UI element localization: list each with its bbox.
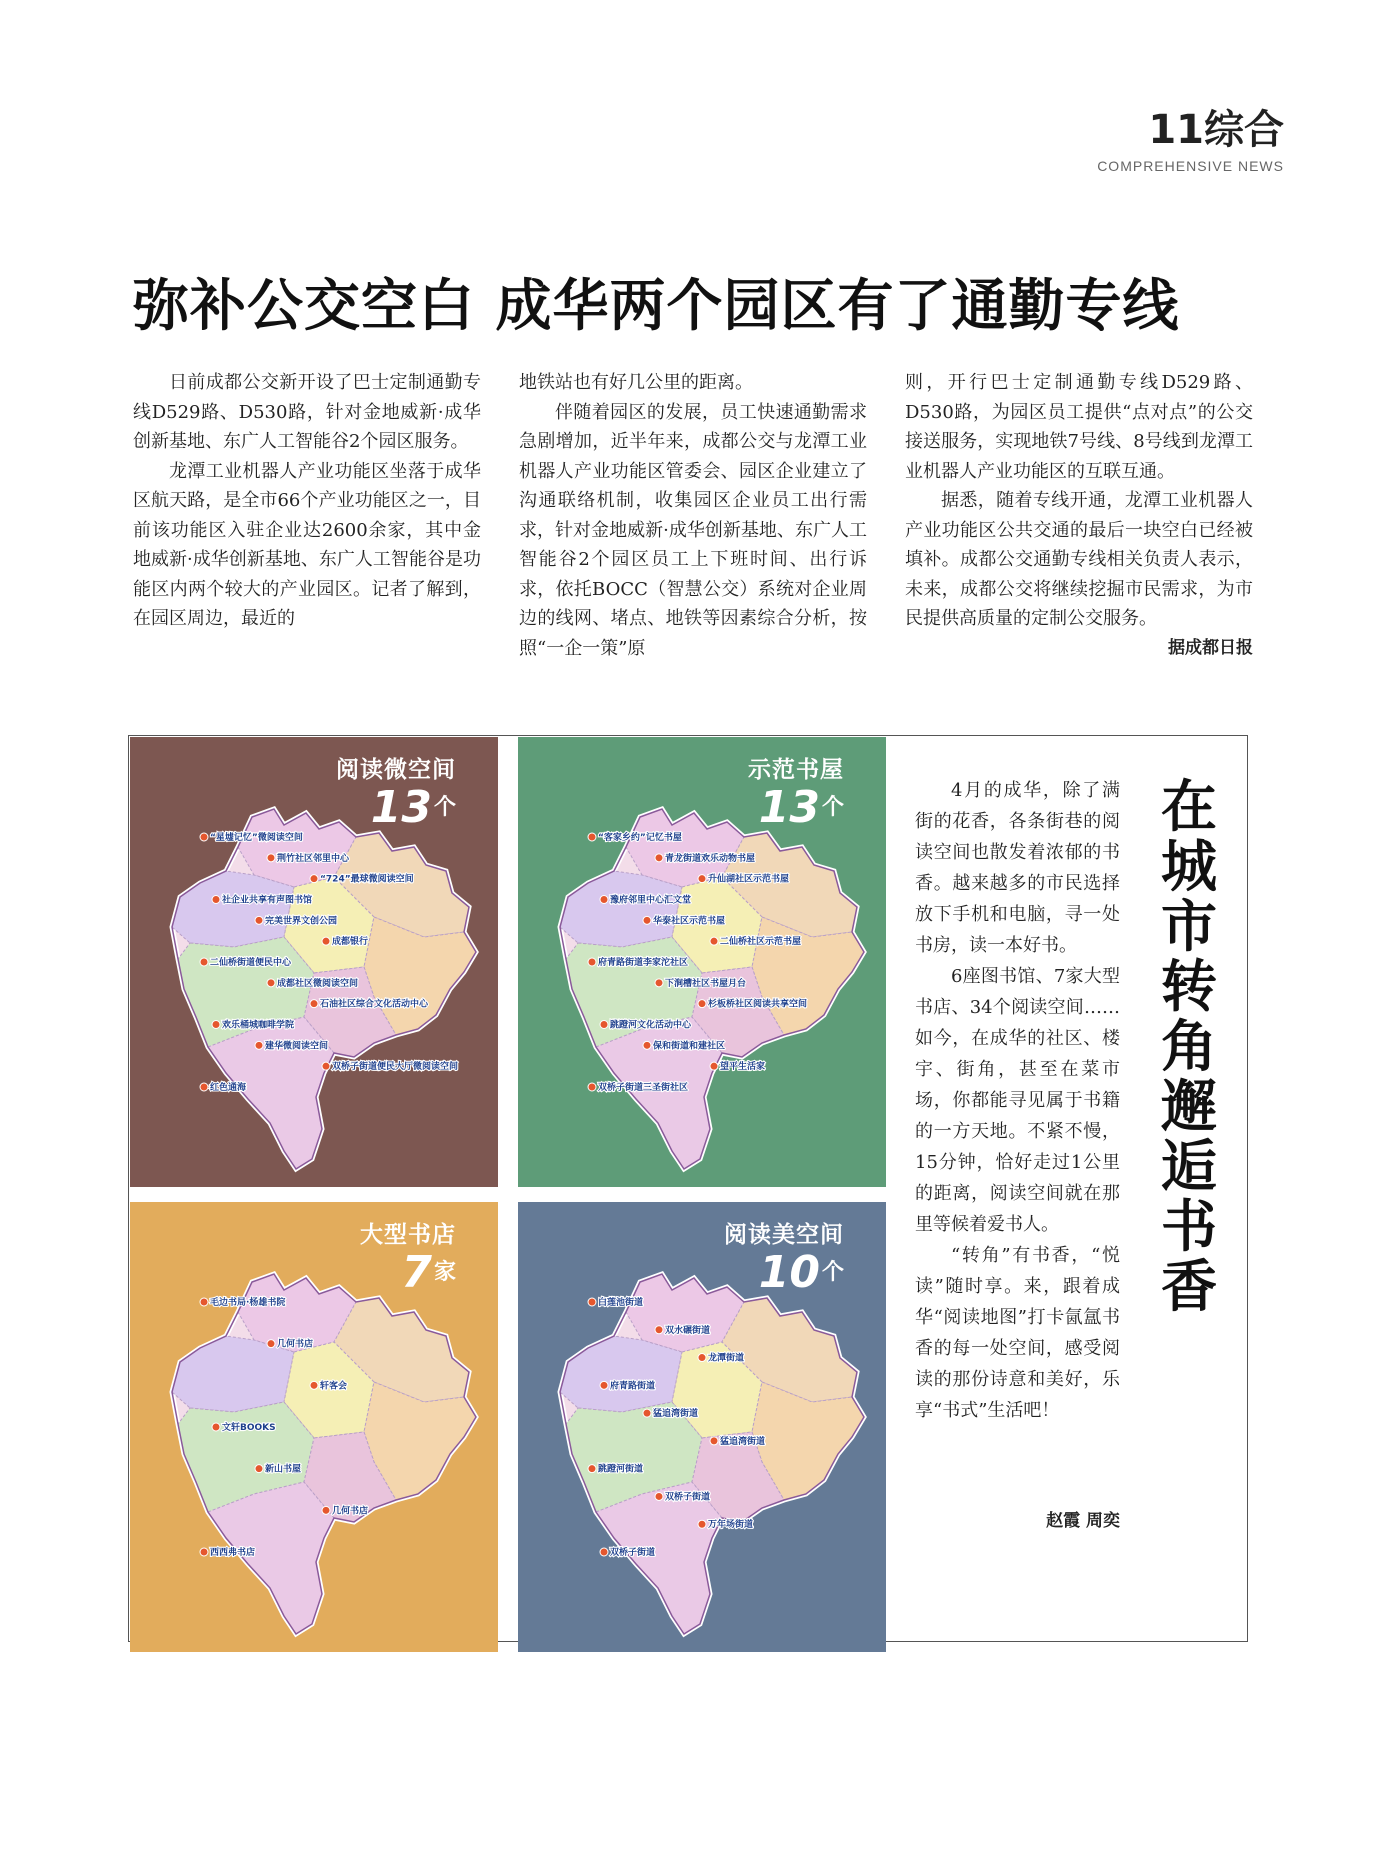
map-title [360,1216,456,1297]
map-pin-icon [698,1000,706,1008]
map-pin-icon [710,937,718,945]
map-pin-icon [200,1298,208,1306]
paragraph: “转角”有书香，“悦读”随时享。来，跟着成华“阅读地图”打卡氤氲书香的每一处空间，感受阅读的那份诗意和美好，乐享“书式”生活吧！ [915,1245,1120,1421]
map-count-unit: 个 [433,795,456,820]
map-pin-icon [698,1354,706,1362]
map-pin-icon [655,854,663,862]
map-pin-icon [600,896,608,904]
map-category: 示范书屋 [748,757,844,783]
map-tile [518,1202,886,1652]
map-place-label: 二仙桥社区示范书屋 [720,937,802,948]
map-place-label: 轩客会 [320,1381,348,1392]
district-region [596,1017,722,1169]
map-place-label: 双水碾街道 [665,1325,711,1336]
map-pin-icon [588,1083,596,1091]
map-place-label: 龙潭街道 [708,1353,745,1364]
map-count-value: 13 [370,782,432,833]
district-region [208,1482,334,1634]
map-pin-icon [200,1083,208,1091]
map-pin-icon [310,1000,318,1008]
map-place-label: 万年场街道 [708,1520,754,1531]
map-place-label: 青龙街道欢乐动物书屋 [665,853,756,864]
map-place-label: 望平生活家 [720,1062,766,1073]
map-count [360,1249,456,1297]
feature-byline: 赵霞 周奕 [1046,1511,1120,1531]
map-place-label: 双桥子街道 [665,1492,711,1503]
map-pin-icon [710,1437,718,1445]
map-title [724,1216,844,1297]
map-marker [310,998,429,1010]
map-title [336,751,456,832]
paragraph-text: 据悉，随着专线开通，龙潭工业机器人产业功能区公共交通的最后一块空白已经被填补。成都公交通勤专线相关负责人表示，未来，成都公交将继续挖掘市民需求，为市民提供高质量的定制公交服务。 [905,490,1253,629]
map-count-value: 10 [758,1247,820,1298]
map-place-label: “724”最球微阅读空间 [320,874,414,885]
headline: 弥补公交空白 成华两个园区有了通勤专线 [133,274,1180,339]
map-marker [267,852,350,864]
map-marker [710,935,801,947]
map-marker [255,914,337,926]
map-place-label: 府青路街道 [610,1381,656,1392]
map-pin-icon [643,1409,651,1417]
map-marker [212,894,313,906]
section-subtitle: COMPREHENSIVE NEWS [1097,158,1284,174]
map-place-label: “客家乡约”记忆书屋 [598,833,682,843]
map-count [748,784,844,832]
map-marker [200,831,303,843]
map-place-label: 文轩BOOKS [222,1423,276,1433]
feature-text [915,775,1120,1426]
map-pin-icon [588,1465,596,1473]
map-marker [310,873,414,885]
map-pin-icon [267,979,275,987]
district-region [172,1336,294,1412]
map-pin-icon [255,916,263,924]
map-place-label: 欢乐桶城咖啡学院 [222,1020,295,1031]
map-place-label: 跳蹬河文化活动中心 [610,1020,692,1031]
map-tile [130,1202,498,1652]
map-place-label: 红色通海 [210,1083,247,1093]
map-count-unit: 家 [433,1260,456,1285]
map-marker [655,977,746,989]
map-place-label: “星墟记忆”微阅读空间 [210,833,303,843]
map-pin-icon [643,1041,651,1049]
map-place-label: 双桥子街道三圣街社区 [598,1083,689,1093]
map-pin-icon [267,1340,275,1348]
map-place-label: 新山书屋 [265,1464,302,1475]
district-region [172,871,294,947]
map-marker [588,1296,643,1308]
map-place-label: 成都社区微阅读空间 [277,978,359,989]
map-place-label: 白莲池街道 [598,1298,644,1308]
map-category: 阅读微空间 [336,757,456,783]
map-pin-icon [655,979,663,987]
map-pin-icon [322,1506,330,1514]
map-pin-icon [212,1423,220,1431]
map-place-label: 杉板桥社区阅读共享空间 [708,999,808,1010]
map-pin-icon [310,1381,318,1389]
map-pin-icon [698,875,706,883]
map-marker [212,1019,295,1031]
map-place-label: 双桥子街道便民大厅微阅读空间 [332,1062,459,1073]
map-category: 阅读美空间 [724,1222,844,1248]
map-place-label: 毛边书局·杨雄书院 [210,1298,286,1308]
map-pin-icon [698,1520,706,1528]
map-place-label: 社企业共享有声图书馆 [222,895,313,906]
map-pin-icon [710,1062,718,1070]
map-count [336,784,456,832]
map-marker [600,894,691,906]
map-pin-icon [212,1021,220,1029]
map-marker [310,1379,347,1391]
article-column-2 [519,368,867,663]
map-category: 大型书店 [360,1222,456,1248]
section-label: 11综合 [1148,107,1284,153]
paragraph: 日前成都公交新开设了巴士定制通勤专线D529路、D530路，针对金地威新·成华创新基地、东广人工智能谷2个园区服务。 [133,372,481,452]
map-marker [255,1039,328,1051]
map-pin-icon [588,1298,596,1306]
map-marker [200,1081,247,1093]
map-place-label: 成都银行 [332,937,369,948]
map-place-label: 猛追湾街道 [720,1436,766,1447]
map-marker [200,956,292,968]
map-count [724,1249,844,1297]
map-place-label: 豫府邻里中心汇文堂 [610,895,692,906]
map-pin-icon [655,1492,663,1500]
map-marker [643,1039,725,1051]
map-place-label: 二仙桥街道便民中心 [210,958,292,968]
map-marker [588,956,688,968]
map-place-label: 几何书店 [277,1339,314,1350]
article-column-3 [905,368,1253,663]
map-pin-icon [322,937,330,945]
map-title [748,751,844,832]
map-pin-icon [212,896,220,904]
map-pin-icon [200,833,208,841]
article-column-1 [133,368,481,634]
paragraph: 4月的成华，除了满街的花香，各条街巷的阅读空间也散发着浓郁的书香。越来越多的市民选择放下手机和电脑，寻一处书房，读一本好书。 [915,780,1120,956]
map-place-label: 华泰社区示范书屋 [653,916,726,927]
map-count-value: 7 [401,1247,432,1298]
map-marker [588,1081,688,1093]
map-pin-icon [600,1021,608,1029]
map-place-label: 跳蹬河街道 [598,1464,644,1475]
page-header [1097,107,1284,174]
district-region [596,1482,722,1634]
map-marker [212,1421,276,1433]
map-marker [600,1546,655,1558]
map-pin-icon [643,916,651,924]
map-pin-icon [600,1381,608,1389]
map-place-label: 下涧槽社区书屋月台 [665,978,747,989]
district-region [560,1336,682,1412]
map-place-label: 双桥子街道 [610,1548,656,1558]
map-pin-icon [200,1548,208,1556]
map-count-unit: 个 [821,795,844,820]
map-pin-icon [200,958,208,966]
map-tile [518,737,886,1187]
map-marker [267,977,358,989]
paragraph: 伴随着园区的发展，员工快速通勤需求急剧增加，近半年来，成都公交与龙潭工业机器人产业功能区管委会、园区企业建立了沟通联络机制，收集园区企业员工出行需求，针对金地威新·成华创新基地、东广人工智能谷2个园区员工上下班时间、出行诉求，依托BOCC（智慧公交）系统对企业周边的线网、堵点、地铁等因素综合分析，按照“一企一策”原 [519,401,867,659]
map-place-label: 完美世界文创公园 [265,916,338,927]
map-pin-icon [267,854,275,862]
map-marker [698,998,807,1010]
map-place-label: 保和街道和建社区 [653,1041,726,1052]
district-region [560,871,682,947]
map-count-unit: 个 [821,1260,844,1285]
map-marker [698,873,789,885]
map-marker [600,1019,692,1031]
map-place-label: 西西弗书店 [210,1548,256,1558]
paragraph: 地铁站也有好几公里的距离。 [519,372,753,393]
map-pin-icon [322,1062,330,1070]
article-body [133,368,1253,668]
paragraph [905,486,1253,658]
map-marker [200,1546,255,1558]
map-pin-icon [655,1326,663,1334]
map-marker [200,1296,286,1308]
map-pin-icon [588,833,596,841]
map-place-label: 石油社区综合文化活动中心 [320,999,429,1010]
paragraph: 龙潭工业机器人产业功能区坐落于成华区航天路，是全市66个产业功能区之一，目前该功能区入驻企业达2600余家，其中金地威新·成华创新基地、东广人工智能谷是功能区内两个较大的产业园区。记者了解到，在园区周边，最近的 [133,460,481,629]
map-pin-icon [310,875,318,883]
map-pin-icon [588,958,596,966]
article-source: 据成都日报 [1168,637,1253,658]
map-marker [588,831,682,843]
map-marker [655,852,755,864]
map-count-value: 13 [758,782,820,833]
map-place-label: 荆竹社区邻里中心 [277,853,350,864]
feature-title: 在城市转角邂逅书香 [1161,775,1217,1320]
map-pin-icon [255,1041,263,1049]
paragraph: 则，开行巴士定制通勤专线D529路、D530路，为园区员工提供“点对点”的公交接送服务，实现地铁7号线、8号线到龙潭工业机器人产业功能区的互联互通。 [905,372,1253,482]
map-place-label: 升仙湖社区示范书屋 [708,874,790,885]
paragraph: 6座图书馆、7家大型书店、34个阅读空间……如今，在成华的社区、楼宇、街角，甚至在菜市场，你都能寻见属于书籍的一方天地。不紧不慢，15分钟，恰好走过1公里的距离，阅读空间就在那里等候着爱书人。 [915,966,1120,1235]
map-pin-icon [255,1465,263,1473]
map-place-label: 建华微阅读空间 [265,1041,329,1052]
map-marker [643,914,725,926]
map-marker [322,1060,458,1072]
map-pin-icon [600,1548,608,1556]
map-place-label: 猛追湾街道 [653,1409,699,1420]
map-tile [130,737,498,1187]
district-region [208,1017,334,1169]
map-place-label: 府青路街道李家沱社区 [598,958,689,968]
map-place-label: 几何书店 [332,1506,369,1517]
